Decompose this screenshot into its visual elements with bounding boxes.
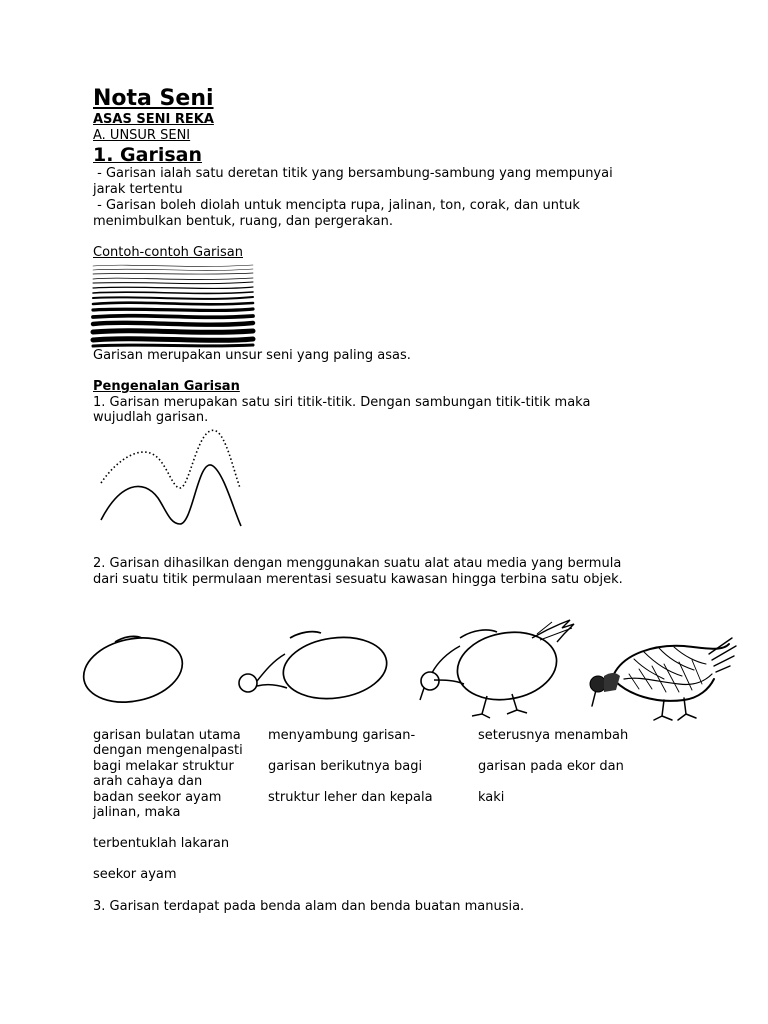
basic-note: Garisan merupakan unsur seni yang paling asas.: [93, 348, 411, 363]
caption-step-2-line-1: menyambung garisan-: [268, 728, 416, 743]
caption-step-1-line-2: bagi melakar struktur: [93, 759, 234, 774]
intro-heading: Pengenalan Garisan: [93, 379, 240, 394]
line-samples-illustration: [93, 262, 253, 348]
point-2-line-2: dari suatu titik permulaan merentasi sesuatu kawasan hingga terbina satu objek.: [93, 572, 623, 587]
point-3: 3. Garisan terdapat pada benda alam dan benda buatan manusia.: [93, 899, 525, 914]
section-label: A. UNSUR SENI: [93, 128, 191, 143]
definition-1-line-2: jarak tertentu: [93, 182, 183, 197]
caption-step-3-line-1: seterusnya menambah: [478, 728, 629, 743]
chicken-step-4-illustration: [584, 634, 739, 726]
chicken-step-1-illustration: [80, 630, 190, 710]
caption-step-2-line-3: struktur leher dan kepala: [268, 790, 433, 805]
caption-step-3-line-3: kaki: [478, 790, 505, 805]
caption-step-3-line-2: garisan pada ekor dan: [478, 759, 624, 774]
chicken-step-2-illustration: [235, 626, 390, 716]
caption-step-4-line-2: arah cahaya dan: [93, 774, 203, 789]
point-2-line-1: 2. Garisan dihasilkan dengan menggunakan suatu alat atau media yang bermula: [93, 556, 622, 571]
caption-step-4-line-1: dengan mengenalpasti: [93, 743, 243, 758]
caption-step-4-line-4: terbentuklah lakaran: [93, 836, 230, 851]
definition-2-line-2: menimbulkan bentuk, ruang, dan pergerakan.: [93, 214, 393, 229]
page-title: Nota Seni: [93, 86, 214, 111]
chicken-step-3-illustration: [412, 618, 582, 722]
caption-step-1-line-1: garisan bulatan utama: [93, 728, 241, 743]
definition-1-line-1: - Garisan ialah satu deretan titik yang bersambung-sambung yang mempunyai: [93, 166, 613, 181]
subtitle: ASAS SENI REKA: [93, 112, 214, 127]
caption-step-2-line-2: garisan berikutnya bagi: [268, 759, 423, 774]
caption-step-1-line-3: badan seekor ayam: [93, 790, 222, 805]
examples-label: Contoh-contoh Garisan: [93, 245, 243, 260]
definition-2-line-1: - Garisan boleh diolah untuk mencipta rupa, jalinan, ton, corak, dan untuk: [93, 198, 580, 213]
caption-step-4-line-5: seekor ayam: [93, 867, 177, 882]
wave-lines-illustration: [98, 428, 246, 528]
point-1-line-1: 1. Garisan merupakan satu siri titik-titik. Dengan sambungan titik-titik maka: [93, 395, 591, 410]
point-1-line-2: wujudlah garisan.: [93, 410, 209, 425]
section-heading: 1. Garisan: [93, 144, 203, 166]
caption-step-4-line-3: jalinan, maka: [93, 805, 181, 820]
